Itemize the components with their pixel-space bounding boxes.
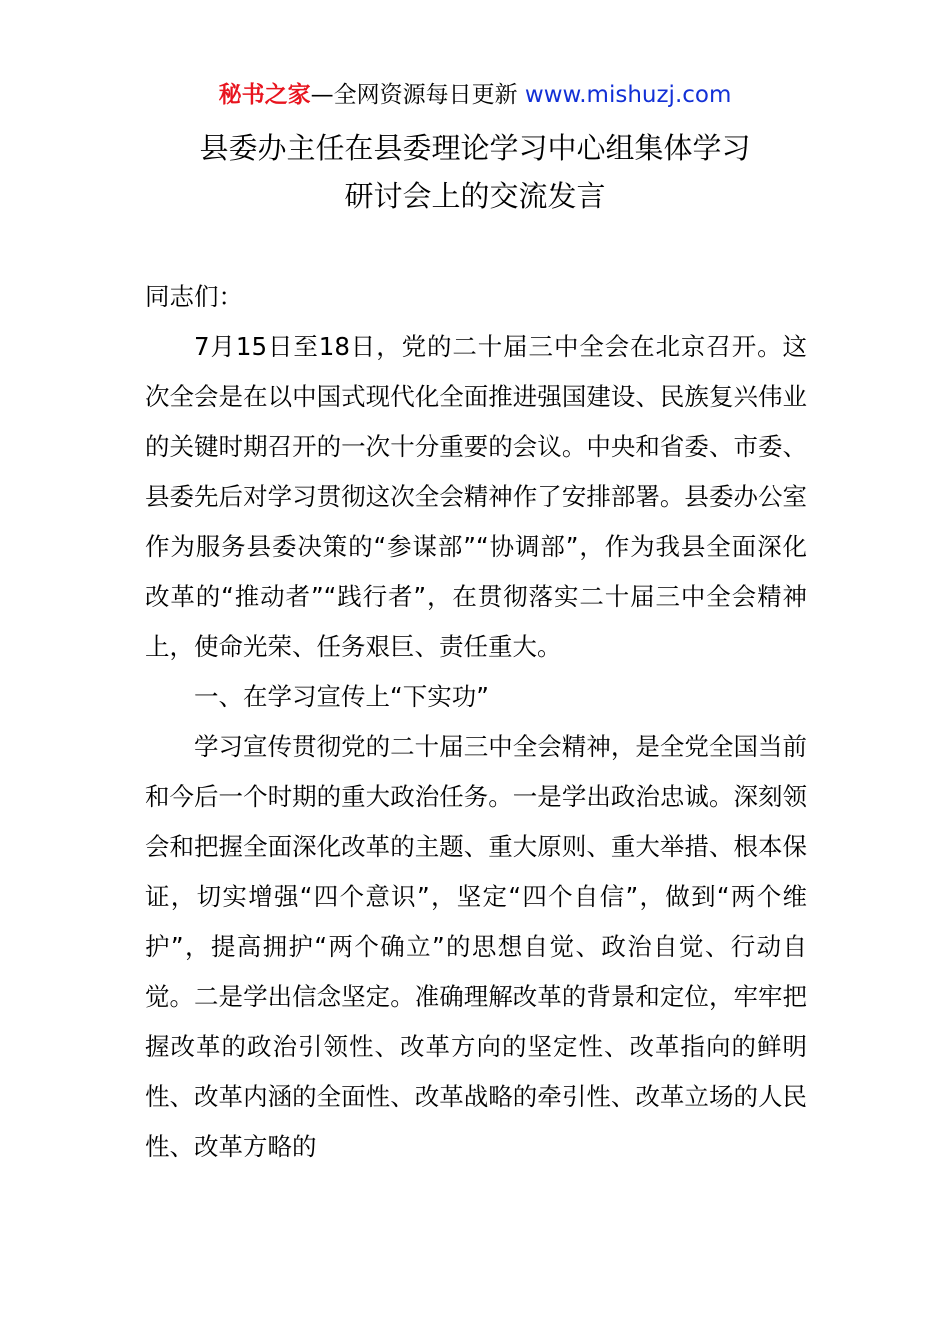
document-title xyxy=(0,124,950,220)
header-tagline: —全网资源每日更新 xyxy=(310,82,518,108)
title-line-1: 县委办主任在县委理论学习中心组集体学习 xyxy=(199,131,751,165)
title-line-2: 研讨会上的交流发言 xyxy=(344,179,606,213)
salutation: 同志们： xyxy=(145,282,243,311)
paragraph-1: 7月15日至18日，党的二十届三中全会在北京召开。这次全会是在以中国式现代化全面推进强国建设、民族复兴伟业的关键时期召开的一次十分重要的会议。中央和省委、市委、县委先后对学习贯彻这次全会精神作了安排部署。县委办公室作为服务县委决策的“参谋部”“协调部”，作为我县全面深化改革的“推动者”“践行者”，在贯彻落实二十届三中全会精神上，使命光荣、任务艰巨、责任重大。 xyxy=(145,332,807,661)
site-header xyxy=(0,78,950,112)
section-heading-1: 一、在学习宣传上“下实功” xyxy=(194,682,489,711)
site-url-link[interactable]: www.mishuzj.com xyxy=(524,82,732,108)
document-body xyxy=(145,272,807,1172)
paragraph-2: 学习宣传贯彻党的二十届三中全会精神，是全党全国当前和今后一个时期的重大政治任务。一是学出政治忠诚。深刻领会和把握全面深化改革的主题、重大原则、重大举措、根本保证，切实增强“四个意识”，坚定“四个自信”，做到“两个维护”，提高拥护“两个确立”的思想自觉、政治自觉、行动自觉。二是学出信念坚定。准确理解改革的背景和定位，牢牢把握改革的政治引领性、改革方向的坚定性、改革指向的鲜明性、改革内涵的全面性、改革战略的牵引性、改革立场的人民性、改革方略的 xyxy=(145,732,807,1161)
brand-name: 秘书之家 xyxy=(218,82,311,108)
